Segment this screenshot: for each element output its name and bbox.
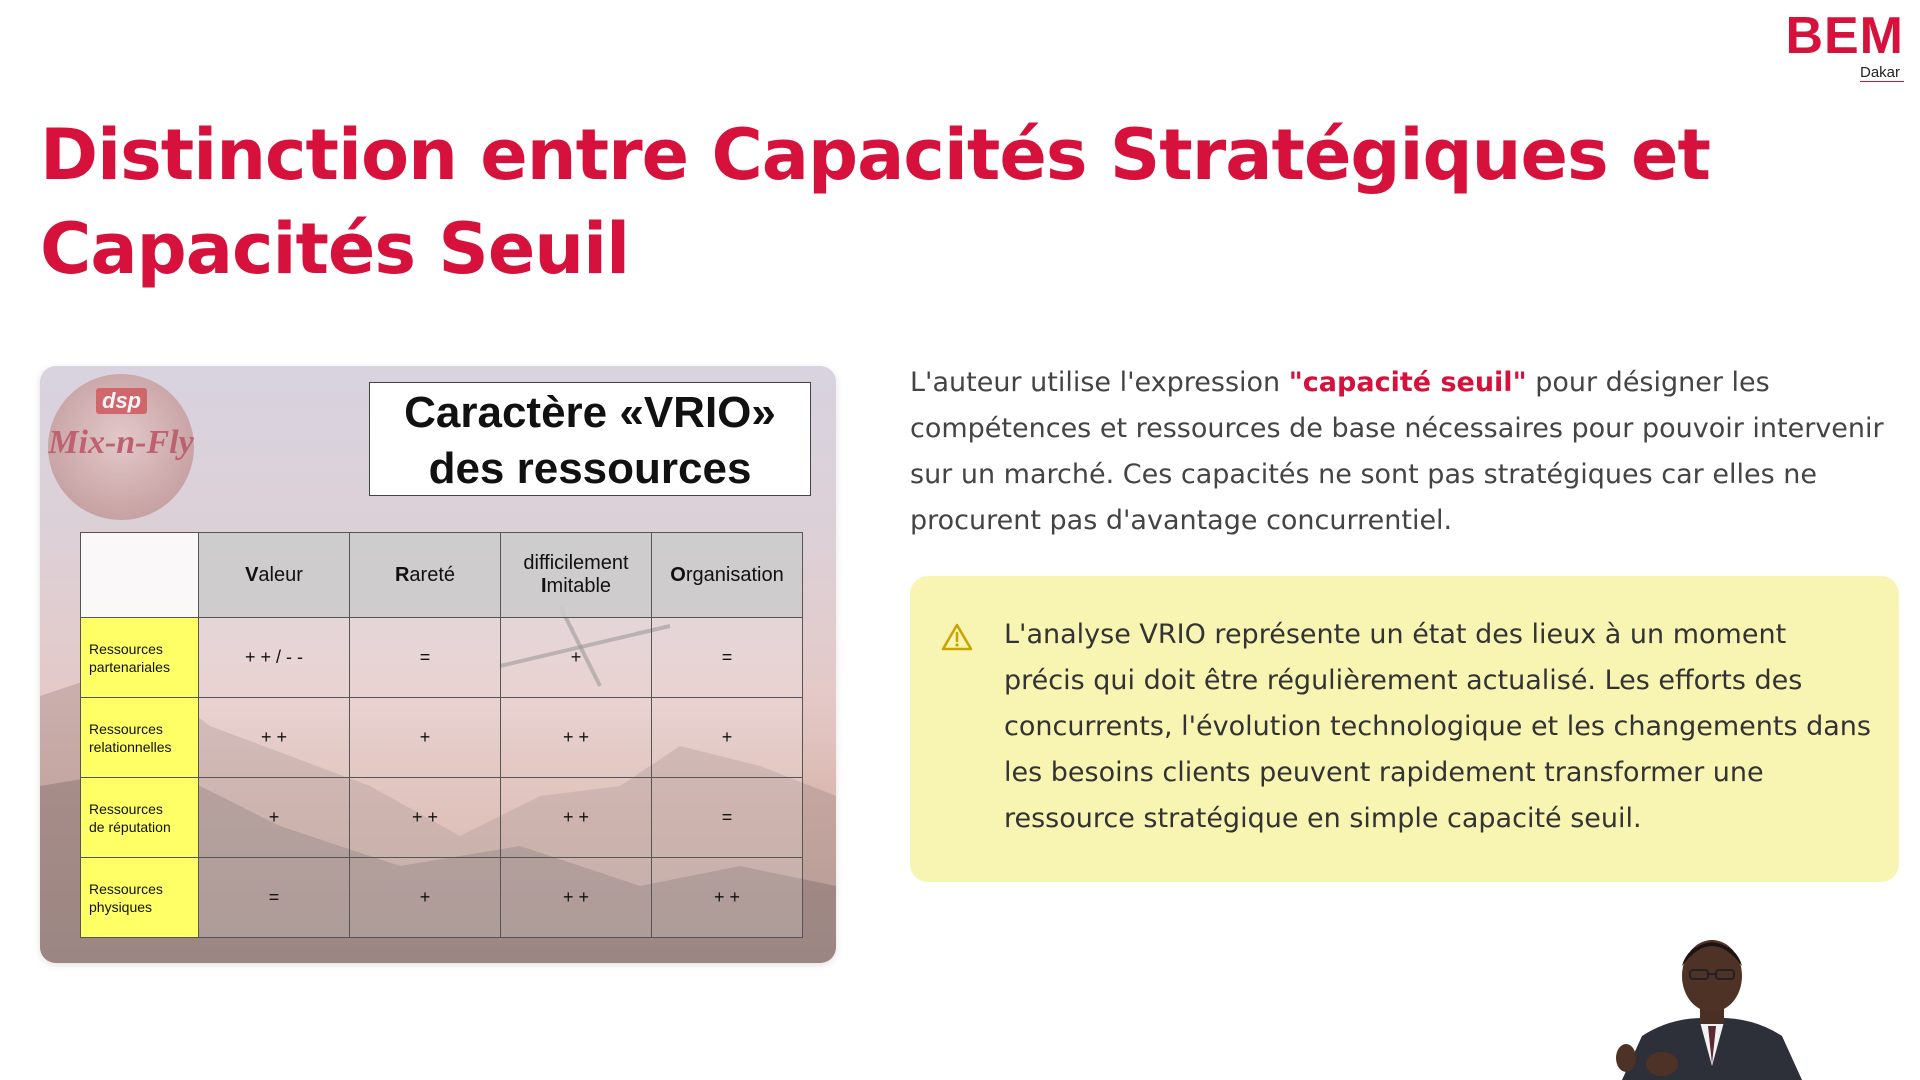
table-cell: = [199, 858, 350, 938]
presenter-video [1612, 926, 1812, 1080]
table-row [81, 858, 803, 938]
table-row [81, 698, 803, 778]
emblem-text: Mix-n-Fly [48, 424, 194, 461]
table-cell: + + [199, 698, 350, 778]
logo-sub-text: Dakar [1860, 64, 1904, 82]
column-header-imitable: difficilement Imitable [501, 533, 652, 618]
warning-callout [910, 576, 1899, 882]
table-header-row [81, 533, 803, 618]
callout-text: L'analyse VRIO représente un état des lieux à un moment précis qui doit être régulièrement actualisé. Les efforts des concurrents, l'évolution technologique et les changements dans les besoins clients peuvent rapidement transformer une ressource stratégique en simple capacité seuil. [1004, 619, 1871, 834]
row-header-physiques: Ressources physiques [81, 858, 199, 938]
logo-main-text: BEM [1785, 7, 1904, 65]
table-row [81, 618, 803, 698]
highlight-term: "capacité seuil" [1288, 367, 1527, 398]
table-cell: + [199, 778, 350, 858]
emblem-top-text: dsp [96, 388, 147, 414]
table-cell: + [501, 618, 652, 698]
slide-title: Distinction entre Capacités Stratégiques et Capacités Seuil [40, 114, 1710, 290]
table-cell: + + [501, 698, 652, 778]
table-cell: + [350, 858, 501, 938]
bem-dakar-logo [1784, 7, 1904, 81]
table-cell: + + [501, 778, 652, 858]
emblem-logo [48, 374, 194, 520]
row-header-reputation: Ressources de réputation [81, 778, 199, 858]
column-header-rarete: Rareté [350, 533, 501, 618]
table-cell: = [652, 778, 803, 858]
intro-paragraph: L'auteur utilise l'expression "capacité seuil" pour désigner les compétences et ressources de base nécessaires pour pouvoir intervenir sur un marché. Ces capacités ne sont pas stratégiques car elles ne procurent pas d'avantage concurrentiel. [910, 367, 1884, 536]
column-header-valeur: Valeur [199, 533, 350, 618]
vrio-image [40, 366, 836, 963]
table-cell: = [350, 618, 501, 698]
vrio-heading-line2: des ressources [428, 444, 752, 493]
column-header-organisation: Organisation [652, 533, 803, 618]
table-cell: + + [350, 778, 501, 858]
table-cell: + + [501, 858, 652, 938]
table-cell: + [652, 698, 803, 778]
warning-icon [940, 622, 974, 652]
table-cell: + + / - - [199, 618, 350, 698]
vrio-heading [369, 382, 811, 496]
row-header-partenariales: Ressources partenariales [81, 618, 199, 698]
table-cell: + [350, 698, 501, 778]
row-header-relationnelles: Ressources relationnelles [81, 698, 199, 778]
table-corner-cell [81, 533, 199, 618]
table-cell: = [652, 618, 803, 698]
vrio-table [80, 532, 803, 938]
vrio-heading-line1: Caractère «VRIO» [404, 388, 776, 437]
table-cell: + + [652, 858, 803, 938]
table-row [81, 778, 803, 858]
